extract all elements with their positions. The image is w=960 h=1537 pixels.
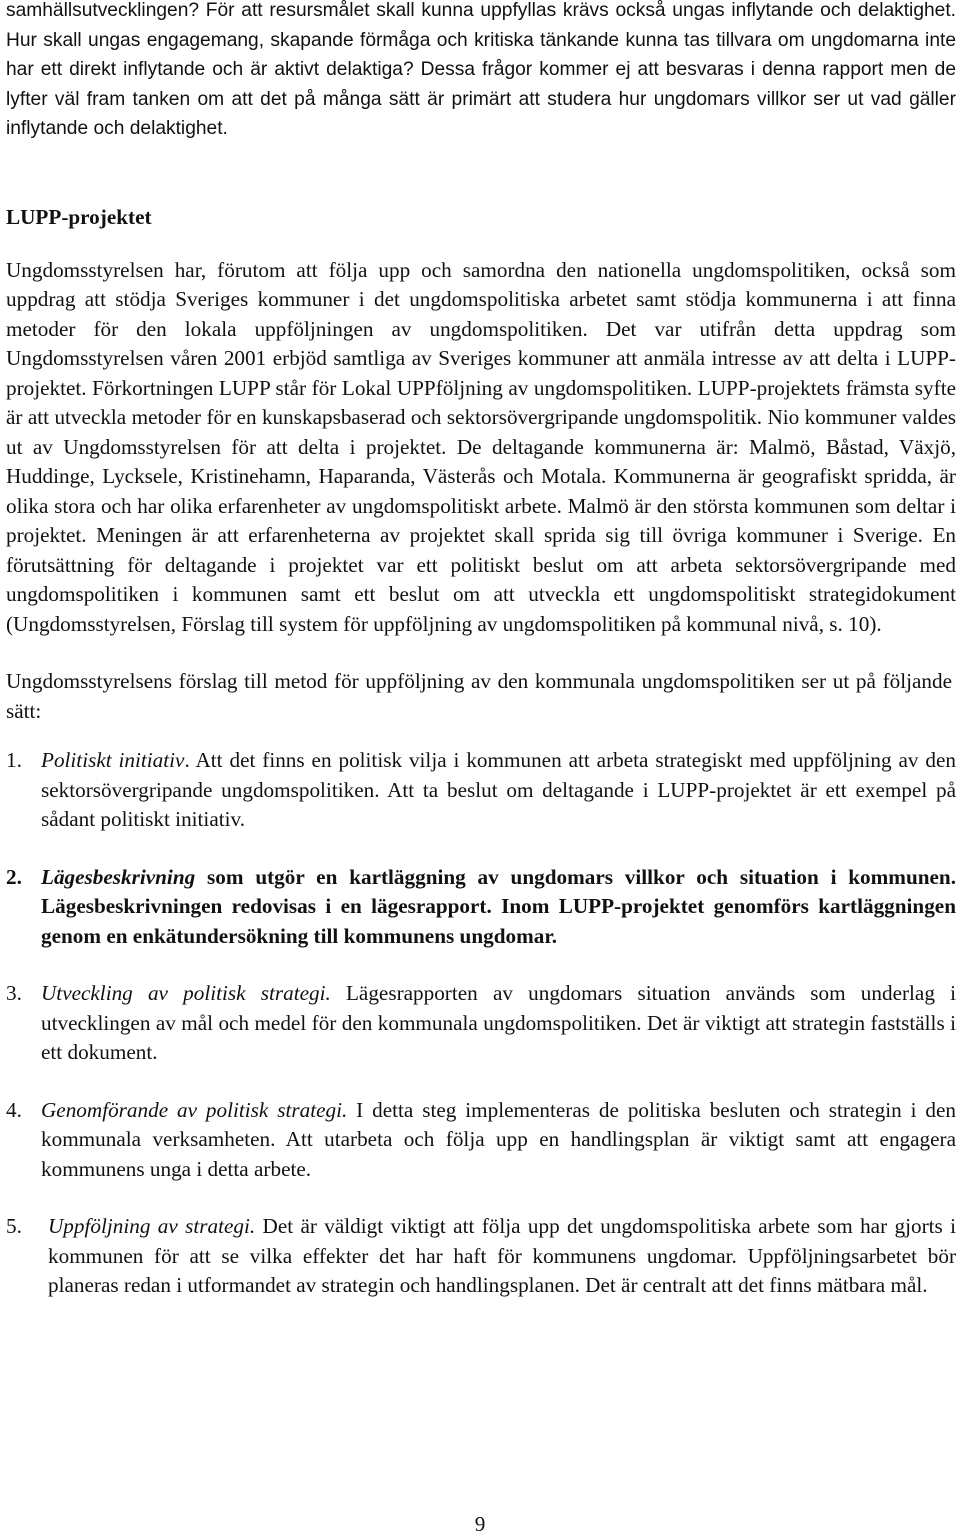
list-item-text: I detta steg implementeras de politiska besluten och strategin i den kommunala verksamheten. Att utarbeta och följa upp en handlingsplan är viktigt samt att engagera kommunens unga i detta arbete. [41, 1097, 956, 1181]
document-page [6, 0, 956, 1329]
list-item-title: Uppföljning av strategi. [48, 1214, 256, 1239]
list-item-text: Det är väldigt viktigt att följa upp det ungdomspolitiska arbete som har gjorts i kommunen för att se vilka effekter det har haft för kommunens ungdomar. Uppföljningsarbetet bör planeras redan i utformandet av strategin och handlingsplanen. Det är centralt att det finns mätbara mål. [48, 1214, 956, 1298]
list-item [6, 746, 956, 835]
list-item-text: som utgör en kartläggning av ungdomars villkor och situation i kommunen. Lägesbeskrivningen redovisas i en lägesrapport. Inom LUPP-projektet genomförs kartläggningen genom en enkätundersökning till kommunens ungdomar. [41, 864, 956, 948]
list-item-title: Lägesbeskrivning [41, 864, 196, 889]
page-number: 9 [474, 1512, 486, 1536]
list-item-number: 1. [6, 748, 22, 773]
list-item-number: 4. [6, 1097, 22, 1122]
list-item-number: 2. [6, 864, 22, 889]
list-item-text: . Att det finns en politisk vilja i kommunen att arbeta strategiskt med uppföljning av den sektorsövergripande ungdomspolitiken. Att ta beslut om deltagande i LUPP-projektet är ett exempel på sådant politiskt initiativ. [41, 748, 956, 832]
section-heading: LUPP-projektet [6, 204, 152, 229]
list-item [6, 1096, 956, 1185]
method-steps-list [6, 746, 956, 1301]
list-item-text: Lägesrapporten av ungdomars situation används som underlag i utvecklingen av mål och medel för den kommunala ungdomspolitiken. Det är viktigt att strategin fastställs i ett dokument. [41, 981, 956, 1065]
list-item-title: Genomförande av politisk strategi. [41, 1097, 348, 1122]
list-intro: Ungdomsstyrelsens förslag till metod för uppföljning av den kommunala ungdomspolitiken ser ut på följande sätt: [6, 669, 952, 723]
list-item [6, 863, 956, 952]
list-item [6, 979, 956, 1068]
list-item-title: Politiskt initiativ [41, 748, 185, 773]
list-item-number: 5. [6, 1214, 22, 1239]
list-item-number: 3. [6, 981, 22, 1006]
top-paragraph: samhällsutvecklingen? För att resursmålet skall kunna uppfyllas krävs också ungas inflytande och delaktighet. Hur skall ungas engagemang, skapande förmåga och kritiska tänkande kunna tas tillvara om ungdomarna inte har ett direkt inflytande och är aktivt delaktiga? Dessa frågor kommer ej att besvaras i denna rapport men de lyfter väl fram tanken om att det på många sätt är primärt att studera hur ungdomars villkor ser ut vad gäller inflytande och delaktighet. [6, 0, 956, 140]
body-paragraph: Ungdomsstyrelsen har, förutom att följa upp och samordna den nationella ungdomspolitiken, också som uppdrag att stödja Sveriges kommuner i det ungdomspolitiska arbetet samt stödja kommunerna i att finna metoder för den lokala uppföljningen av ungdomspolitiken. Det var utifrån detta uppdrag som Ungdomsstyrelsen våren 2001 erbjöd samtliga av Sveriges kommuner att anmäla intresse av att delta i LUPP-projektet. Förkortningen LUPP står för Lokal UPPföljning av ungdomspolitiken. LUPP-projektets främsta syfte är att utveckla metoder för en kunskapsbaserad och sektorsövergripande ungdomspolitik. Nio kommuner valdes ut av Ungdomsstyrelsen för att delta i projektet. De deltagande kommunerna är: Malmö, Båstad, Växjö, Huddinge, Lycksele, Kristinehamn, Haparanda, Västerås och Motala. Kommunerna är geografiskt spridda, är olika stora och har olika erfarenheter av ungdomspolitiskt arbete. Malmö är den största kommunen som deltar i projektet. Meningen är att erfarenheterna av projektet skall sprida sig till övriga kommuner i Sverige. En förutsättning för deltagande i projektet var ett politiskt beslut om att arbeta sektorsövergripande med ungdomspolitiken i kommunen samt ett beslut om att utveckla ett ungdomspolitiskt strategidokument (Ungdomsstyrelsen, Förslag till system för uppföljning av ungdomspolitiken på kommunal nivå, s. 10). [6, 257, 956, 636]
list-item [6, 1212, 956, 1301]
list-item-title: Utveckling av politisk strategi. [41, 981, 331, 1006]
